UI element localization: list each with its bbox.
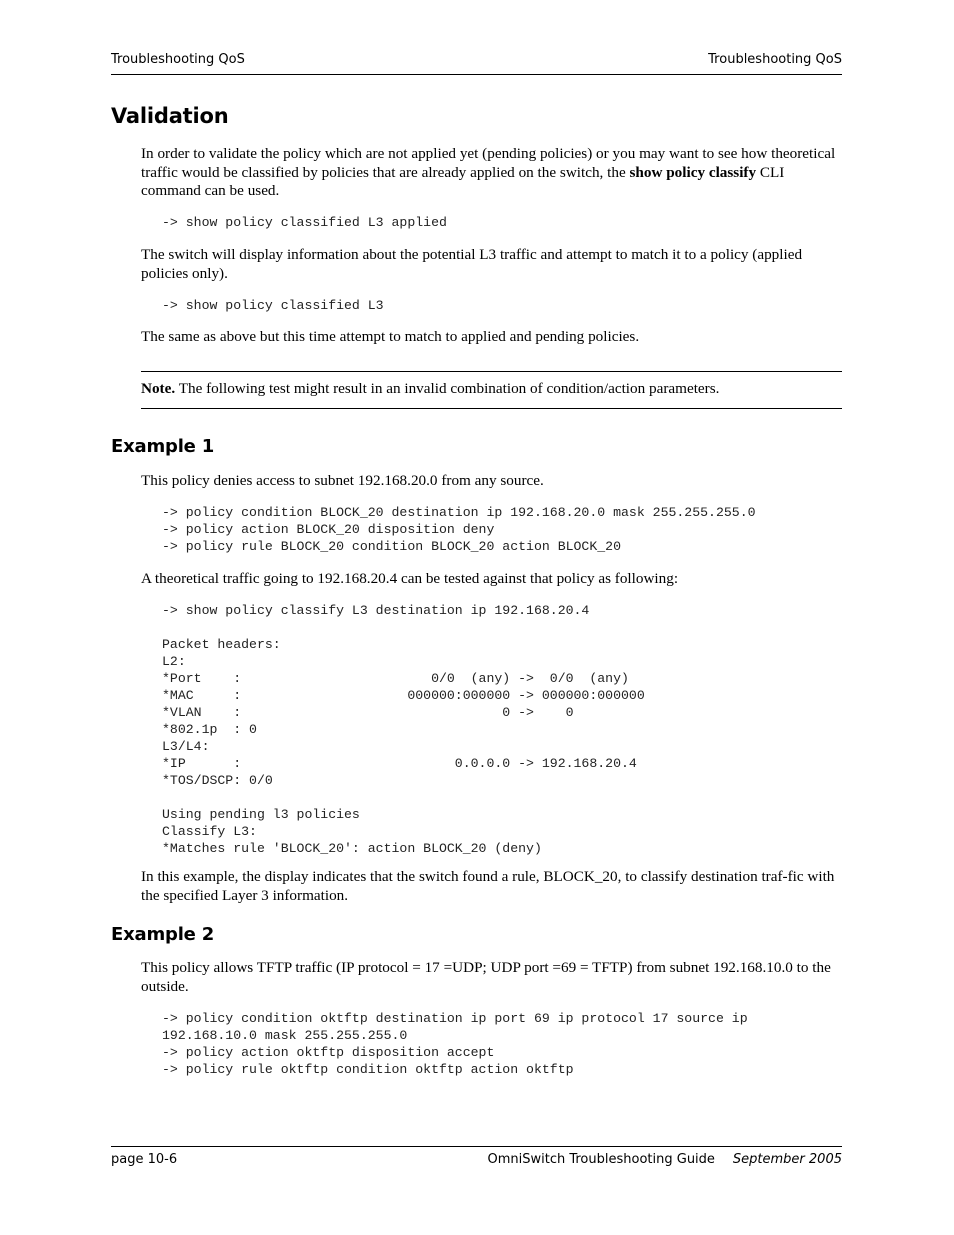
- footer-right: [487, 1152, 842, 1167]
- code-block-applied: -> show policy classified L3 applied: [162, 215, 447, 230]
- note-text: [141, 380, 719, 398]
- section-title: Validation: [111, 104, 229, 128]
- example2-policy-code: -> policy condition oktftp destination ip port 69 ip protocol 17 source ip 192.168.10.0 mask 255.255.255.0 -> policy action oktftp disposition accept -> policy rule oktftp condition oktftp action oktftp: [162, 1011, 748, 1077]
- intro-command: show policy classify: [629, 163, 757, 181]
- footer-guide-title: OmniSwitch Troubleshooting Guide: [487, 1152, 715, 1167]
- example2-intro: This policy allows TFTP traffic (IP protocol = 17 =UDP; UDP port =69 = TFTP) from subnet 192.168.10.0 to the outside.: [141, 959, 831, 995]
- note-box: [141, 371, 842, 409]
- example1-result-paragraph: In this example, the display indicates that the switch found a rule, BLOCK_20, to classify destination traf-fic with the specified Layer 3 information.: [141, 868, 835, 904]
- note-body: The following test might result in an invalid combination of condition/action parameters.: [175, 380, 720, 397]
- example1-intro: This policy denies access to subnet 192.168.20.0 from any source.: [141, 472, 544, 489]
- intro-text-before: In order to validate the policy which are not applied yet (pending policies) or you may want to see how theoretical traffic would be classified by policies that are already applied on the switch, the: [141, 145, 836, 181]
- example1-output-code: -> show policy classify L3 destination ip 192.168.20.4 Packet headers: L2: *Port : 0/0 (any) -> 0/0 (any) *MAC : 000000:000000 -> 000000:000000 *VLAN : 0 -> 0 *802.1p : 0 L3/L4: *IP : 0.0.0.0 -> 192.168.20.4 *TOS/DSCP: 0/0 Using pending l3 policies Classify L3: *Matches rule 'BLOCK_20': action BLOCK_20 (deny): [162, 603, 645, 856]
- header-right: Troubleshooting QoS: [708, 52, 842, 67]
- note-label: Note.: [141, 380, 176, 397]
- page-header: [111, 51, 842, 75]
- footer-page-number: page 10-6: [111, 1152, 178, 1167]
- document-page: [111, 0, 842, 1235]
- intro-paragraph: [141, 145, 842, 201]
- example1-policy-code: -> policy condition BLOCK_20 destination ip 192.168.20.0 mask 255.255.255.0 -> policy action BLOCK_20 disposition deny -> policy rule BLOCK_20 condition BLOCK_20 action BLOCK_20: [162, 505, 756, 554]
- page-footer: [111, 1146, 842, 1167]
- intro-text-after: CLI command can be used.: [141, 163, 785, 199]
- example1-test-paragraph: A theoretical traffic going to 192.168.20.4 can be tested against that policy as following:: [141, 570, 679, 587]
- code-block-classified: -> show policy classified L3: [162, 298, 384, 313]
- paragraph-applied-explanation: The switch will display information about the potential L3 traffic and attempt to match it to a policy (applied policies only).: [141, 246, 803, 282]
- paragraph-pending-explanation: The same as above but this time attempt to match to applied and pending policies.: [141, 328, 640, 345]
- example2-title: Example 2: [111, 924, 215, 945]
- example1-title: Example 1: [111, 436, 215, 457]
- header-left: Troubleshooting QoS: [111, 52, 245, 67]
- footer-date: September 2005: [732, 1152, 842, 1167]
